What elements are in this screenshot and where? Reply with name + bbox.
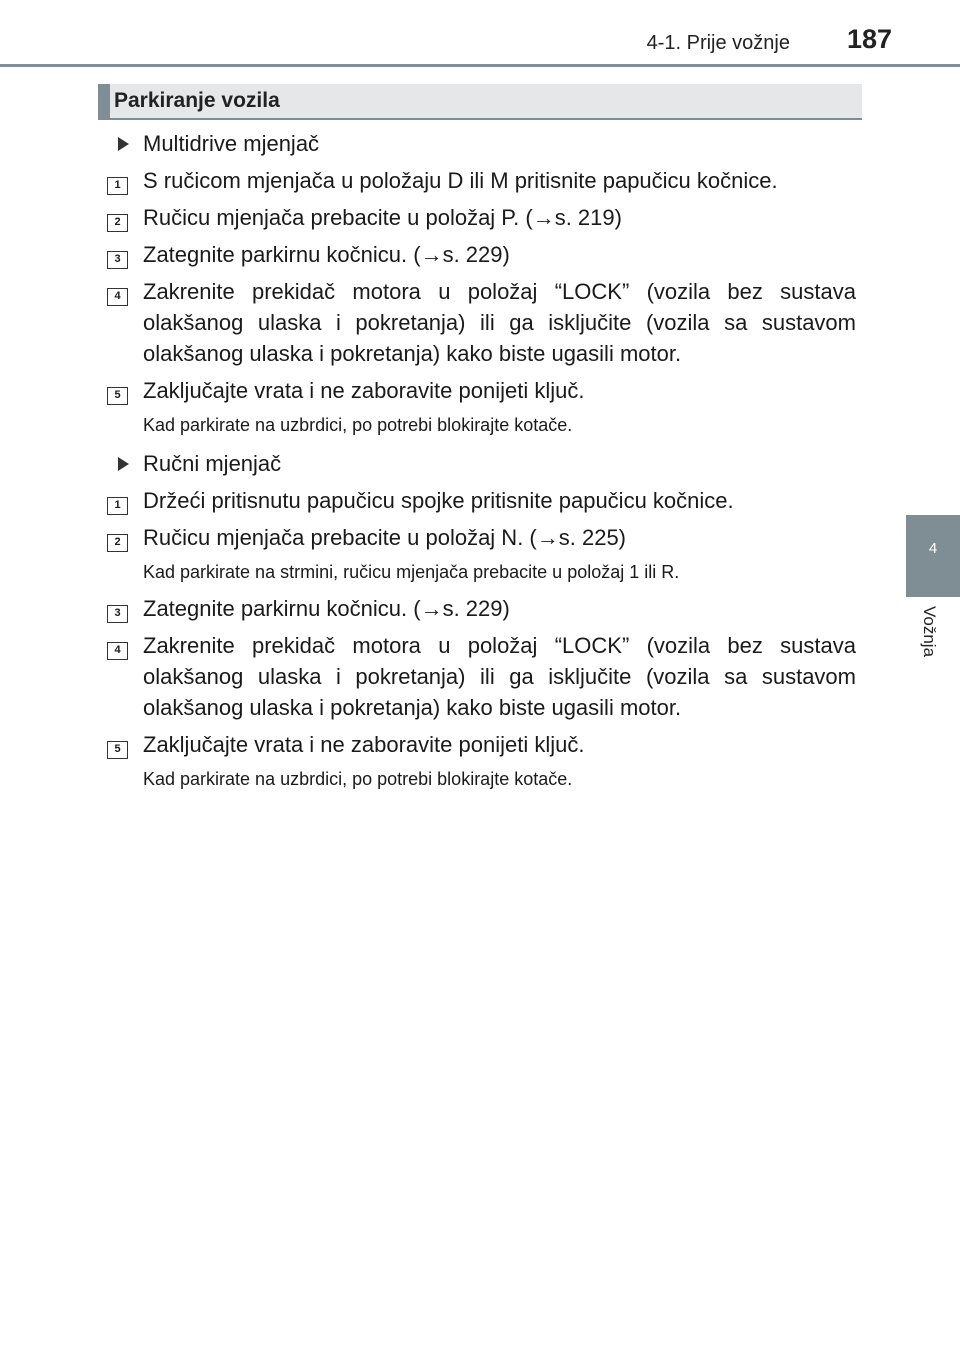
section-title: Parkiranje vozila	[114, 89, 280, 112]
step-text: Zaključajte vrata i ne zaboravite ponijeti ključ.	[143, 732, 585, 757]
step-text: Ručicu mjenjača prebacite u položaj N. (→s. 225)	[143, 525, 627, 550]
multidrive-step-4	[100, 276, 856, 369]
multidrive-step-3	[100, 239, 856, 270]
step-number-badge: 2	[107, 534, 128, 552]
step-number-badge: 4	[107, 288, 128, 306]
chapter-tab-number: 4	[928, 540, 938, 557]
step-text: Držeći pritisnutu papučicu spojke pritisnite papučicu kočnice.	[143, 488, 734, 513]
multidrive-step-2	[100, 202, 856, 233]
step-number-badge: 4	[107, 642, 128, 660]
step-number-badge: 3	[107, 605, 128, 623]
triangle-bullet-icon	[118, 457, 129, 471]
multidrive-heading	[100, 126, 856, 162]
manual-heading-text: Ručni mjenjač	[143, 451, 282, 476]
manual-note: Kad parkirate na uzbrdici, po potrebi blokirajte kotače.	[143, 769, 573, 789]
chapter-tab[interactable]	[906, 515, 960, 597]
manual-step-3	[100, 593, 856, 624]
step-number-badge: 2	[107, 214, 128, 232]
triangle-bullet-icon	[118, 137, 129, 151]
manual-step-2-note: Kad parkirate na strmini, ručicu mjenjača prebacite u položaj 1 ili R.	[143, 562, 680, 582]
manual-step-1	[100, 485, 856, 516]
chapter-tab-label: Vožnja	[920, 606, 939, 658]
step-text: Zaključajte vrata i ne zaboravite ponijeti ključ.	[143, 378, 585, 403]
chapter-heading: 4-1. Prije vožnje	[646, 32, 790, 54]
page-number: 187	[846, 24, 892, 54]
step-text: Zakrenite prekidač motora u položaj “LOCK” (vozila bez sustava olakšanog ulaska i pokretanja) ili ga isključite (vozila sa sustavom olakšanog ulaska i pokretanja) kako biste ugasili motor.	[143, 633, 856, 720]
step-text: Zakrenite prekidač motora u položaj “LOCK” (vozila bez sustava olakšanog ulaska i pokretanja) ili ga isključite (vozila sa sustavom olakšanog ulaska i pokretanja) kako biste ugasili motor.	[143, 279, 856, 366]
multidrive-step-1	[100, 165, 856, 196]
step-text: Ručicu mjenjača prebacite u položaj P. (→s. 219)	[143, 205, 622, 230]
step-number-badge: 1	[107, 177, 128, 195]
step-number-badge: 3	[107, 251, 128, 269]
header-divider	[0, 64, 960, 67]
manual-step-2	[100, 522, 856, 553]
multidrive-note: Kad parkirate na uzbrdici, po potrebi blokirajte kotače.	[143, 415, 573, 435]
section-header	[98, 84, 862, 120]
step-number-badge: 5	[107, 741, 128, 759]
step-text: Zategnite parkirnu kočnicu. (→s. 229)	[143, 596, 510, 621]
manual-step-4	[100, 630, 856, 723]
multidrive-step-5	[100, 375, 856, 406]
manual-step-5	[100, 729, 856, 760]
step-text: Zategnite parkirnu kočnicu. (→s. 229)	[143, 242, 510, 267]
multidrive-heading-text: Multidrive mjenjač	[143, 131, 320, 156]
step-number-badge: 1	[107, 497, 128, 515]
manual-heading	[100, 446, 856, 482]
main-content	[100, 126, 856, 800]
step-number-badge: 5	[107, 387, 128, 405]
step-text: S ručicom mjenjača u položaju D ili M pritisnite papučicu kočnice.	[143, 168, 778, 193]
